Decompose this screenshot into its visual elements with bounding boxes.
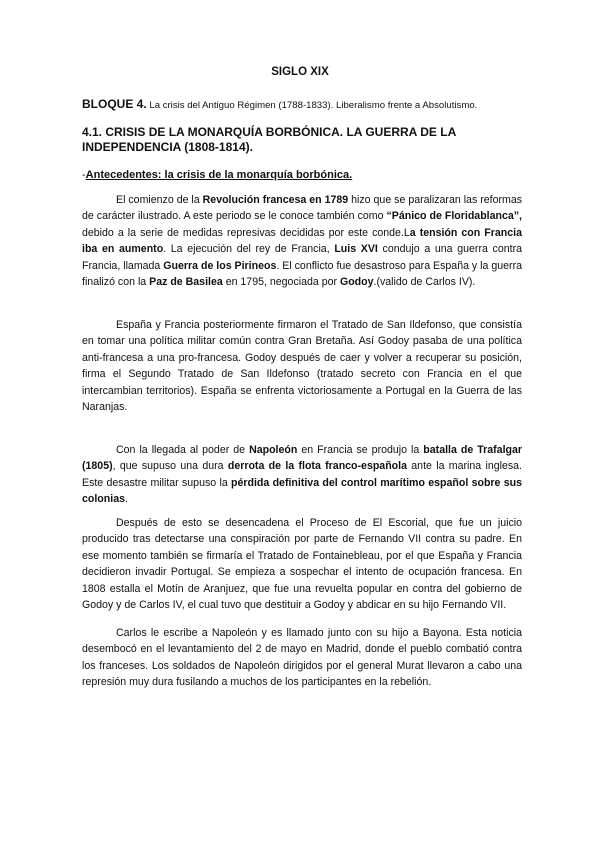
antecedentes-prefix: - bbox=[82, 169, 86, 181]
paragraph-1-text: . La ejecución del rey de Francia, bbox=[163, 243, 335, 256]
paragraph-3-text: ante la marina inglesa. Este desastre militar supuso la bbox=[82, 460, 522, 489]
antecedentes-heading bbox=[82, 169, 352, 181]
paragraph-2: España y Francia posteriormente firmaron el Tratado de San Ildefonso, que consistía en tomar una política militar común contra Gran Bretaña. Así Godoy pasaba de una política anti-francesa a una pro-francesa. Godoy después de caer y volver a recuperar su posición, firma el Segundo Tratado de San Ildefonso (tratado secreto con Francia en el que intercambian territorios). España se enfrenta victoriosamente a Portugal en la Guerra de las Naranjas. bbox=[82, 319, 522, 414]
paragraph-1-text: El comienzo de la bbox=[116, 194, 203, 206]
paragraph-1-text: .(valido de Carlos IV). bbox=[373, 276, 476, 289]
paragraph-1-text: en 1795, negociada por bbox=[222, 276, 340, 289]
paragraph-1-bold: Paz de Basilea bbox=[149, 276, 223, 289]
bloque-label: BLOQUE 4. bbox=[82, 97, 147, 111]
section-title: 4.1. CRISIS DE LA MONARQUÍA BORBÓNICA. LA GUERRA DE LA INDEPENDENCIA (1808-1814). bbox=[82, 125, 456, 154]
paragraph-1-text: condujo a una guerra contra Francia, llamada bbox=[82, 243, 522, 272]
paragraph-5: Carlos le escribe a Napoleón y es llamado junto con su hijo a Bayona. Esta noticia desembocó en el levantamiento del 2 de mayo en Madrid, donde el pueblo combatió contra los franceses. Los soldados de Napoleón dirigidos por el general Murat llevaron a cabo una represión muy dura fusilando a muchos de los participantes en la rebelión. bbox=[82, 627, 522, 689]
paragraph-3-bold: derrota de la flota franco-española bbox=[227, 460, 407, 473]
paragraph-3-text: Con la llegada al poder de bbox=[116, 444, 250, 456]
paragraph-1-text: hizo que se paralizaran las reformas de carácter ilustrado. A este periodo se le conoce también como bbox=[82, 194, 523, 223]
page-title: SIGLO XIX bbox=[271, 66, 329, 78]
paragraph-1-bold: Godoy bbox=[339, 276, 374, 289]
bloque-heading bbox=[82, 97, 552, 111]
paragraph-1-bold: a tensión con Francia iba en aumento bbox=[82, 226, 522, 256]
paragraph-1-text: debido a la serie de medidas represivas decididas por este conde.L bbox=[82, 226, 410, 239]
bloque-text: La crisis del Antiguo Régimen (1788-1833). Liberalismo frente a Absolutismo. bbox=[146, 100, 478, 111]
paragraph-3-bold: Napoleón bbox=[249, 444, 298, 456]
paragraph-1-bold: “Pánico de Floridablanca”, bbox=[386, 210, 522, 223]
paragraph-3-text: . bbox=[124, 493, 128, 506]
paragraph-4: Después de esto se desencadena el Proceso de El Escorial, que fue un juicio producido tras detectarse una conspiración por parte de Fernando VII contra su padre. En ese momento también se firmaría el Tratado de Fontainebleau, por el que España y Francia decidieron invadir Portugal. Se empieza a sospechar el intento de ocupación francesa. En 1808 estalla el Motín de Aranjuez, que fue una revuelta popular en contra del gobierno de Godoy y de Carlos IV, el cual tuvo que destituir a Godoy y abdicar en su hijo Fernando VII. bbox=[82, 517, 522, 612]
paragraph-1-bold: Guerra de los Pirineos bbox=[163, 259, 277, 272]
paragraph-1-bold: Luis XVI bbox=[334, 243, 378, 256]
paragraph-3-text: , que supuso una dura bbox=[112, 460, 228, 473]
paragraph-1-bold: Revolución francesa en 1789 bbox=[202, 194, 349, 206]
paragraph-1-text: . El conflicto fue desastroso para España y la guerra finalizó con la bbox=[82, 259, 522, 289]
antecedentes-label: Antecedentes: la crisis de la monarquía borbónica. bbox=[85, 169, 353, 181]
paragraph-3-text: en Francia se produjo la bbox=[297, 444, 424, 456]
paragraph-3-bold: batalla de Trafalgar (1805) bbox=[82, 444, 522, 473]
paragraph-1 bbox=[82, 192, 522, 290]
paragraph-3-bold: pérdida definitiva del control marítimo español sobre sus colonias bbox=[82, 476, 522, 506]
paragraph-3 bbox=[82, 442, 522, 508]
